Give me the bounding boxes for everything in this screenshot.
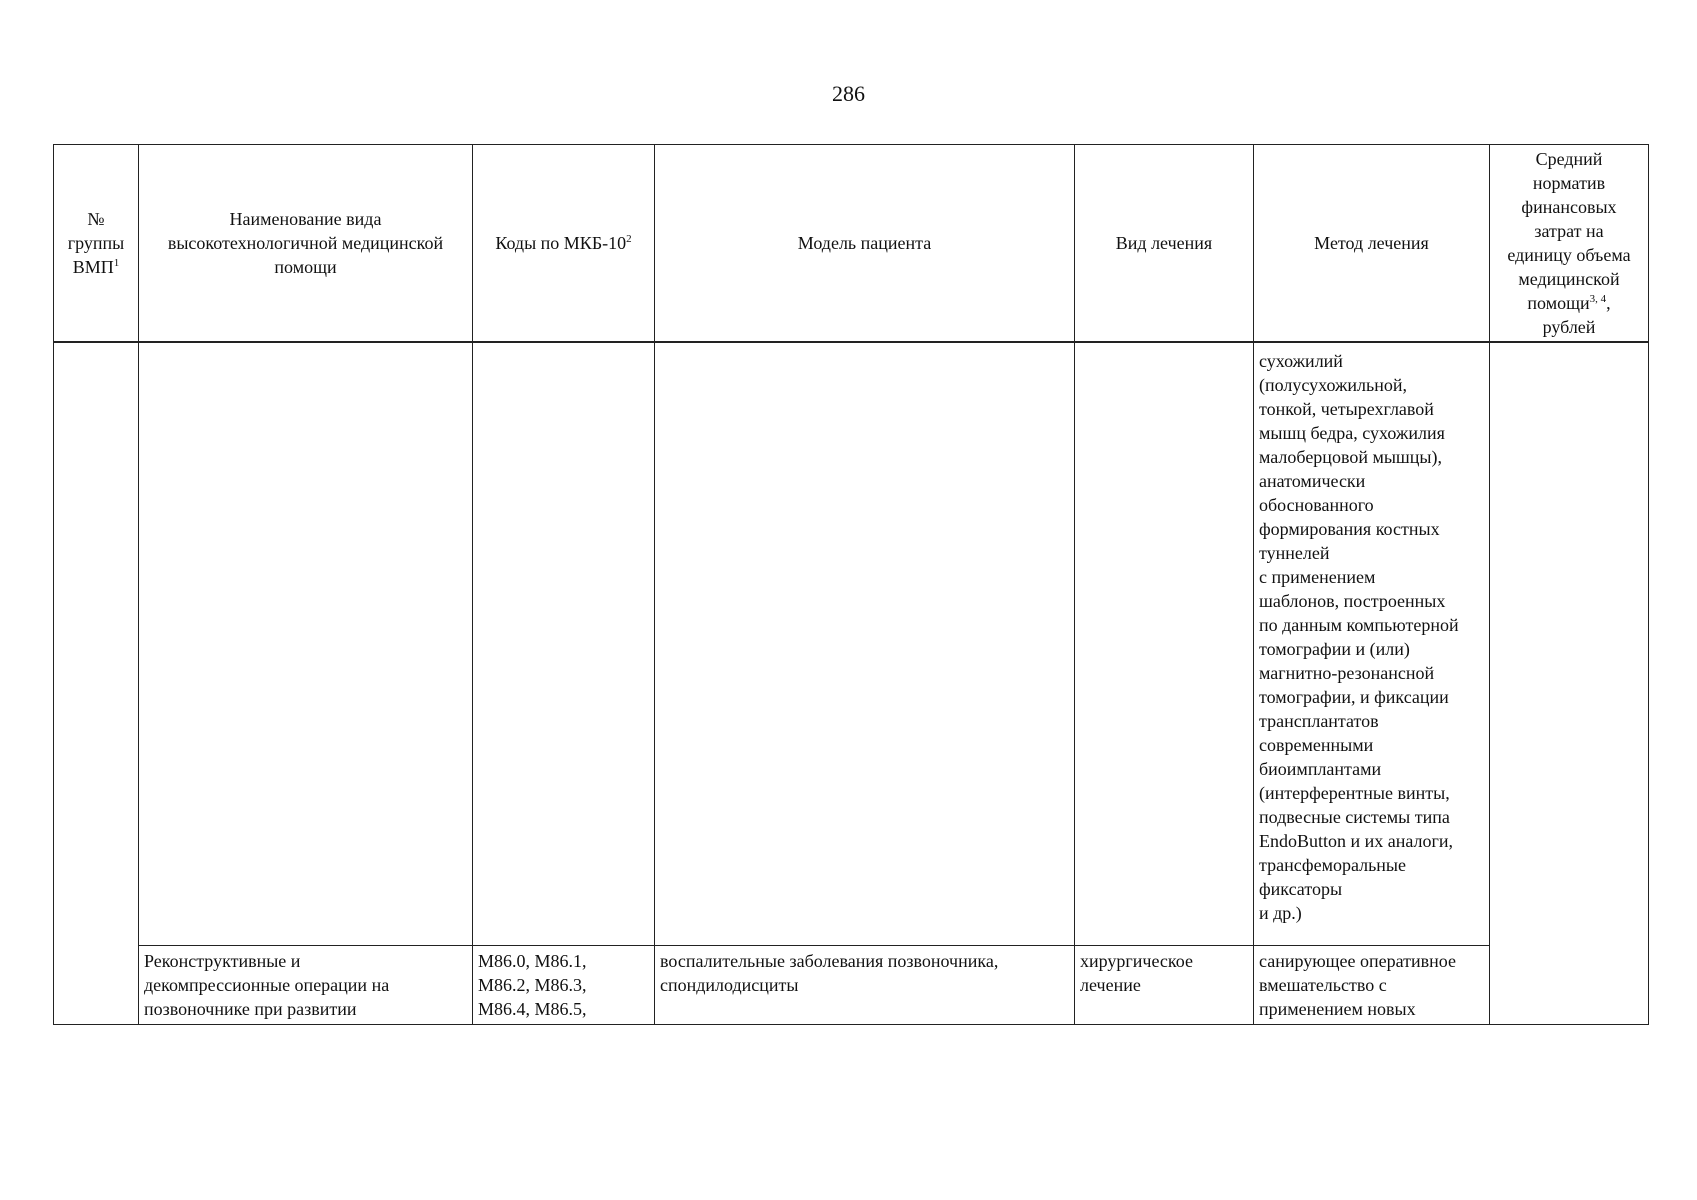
cell-codes [473,342,655,946]
header-group-no: № группы ВМП$^1$ [54,145,139,343]
header-cost: Средний норматив финансовых затрат на единицу объема медицинской помощи$^{3, 4}$, рублей [1490,145,1649,343]
cell-cost [1490,342,1649,1025]
header-name: Наименование вида высокотехнологичной медицинской помощи [139,145,473,343]
cell-codes: M86.0, M86.1, M86.2, M86.3, M86.4, M86.5, [473,946,655,1025]
table-header-row [54,145,1649,343]
cell-patient-model [655,342,1075,946]
header-treatment-method: Метод лечения [1254,145,1490,343]
vmp-table [53,144,1649,1025]
cell-patient-model: воспалительные заболевания позвоночника, спондилодисциты [655,946,1075,1025]
cell-treatment-type [1075,342,1254,946]
cell-name: Реконструктивные и декомпрессионные операции на позвоночнике при развитии [139,946,473,1025]
header-patient-model: Модель пациента [655,145,1075,343]
cell-treatment-type: хирургическое лечение [1075,946,1254,1025]
header-treatment-type: Вид лечения [1075,145,1254,343]
header-codes: Коды по МКБ-$10^2$ [473,145,655,343]
cell-group-no [54,342,139,1025]
cell-treatment-method: сухожилий (полусухожильной, тонкой, четырехглавой мышц бедра, сухожилия малоберцовой мышцы), анатомически обоснованного формирования костных туннелей с применением шаблонов, построенных по данным компьютерной томографии и (или) магнитно-резонансной томографии, и фиксации трансплантатов современными биоимплантами (интерферентные винты, подвесные системы типа EndoButton и их аналоги, трансфеморальные фиксаторы и др.) [1254,342,1490,946]
page-number: 286 [832,81,865,106]
cell-treatment-method: санирующее оперативное вмешательство с применением новых [1254,946,1490,1025]
cell-name [139,342,473,946]
table-row [54,946,1649,1025]
table-row [54,342,1649,946]
